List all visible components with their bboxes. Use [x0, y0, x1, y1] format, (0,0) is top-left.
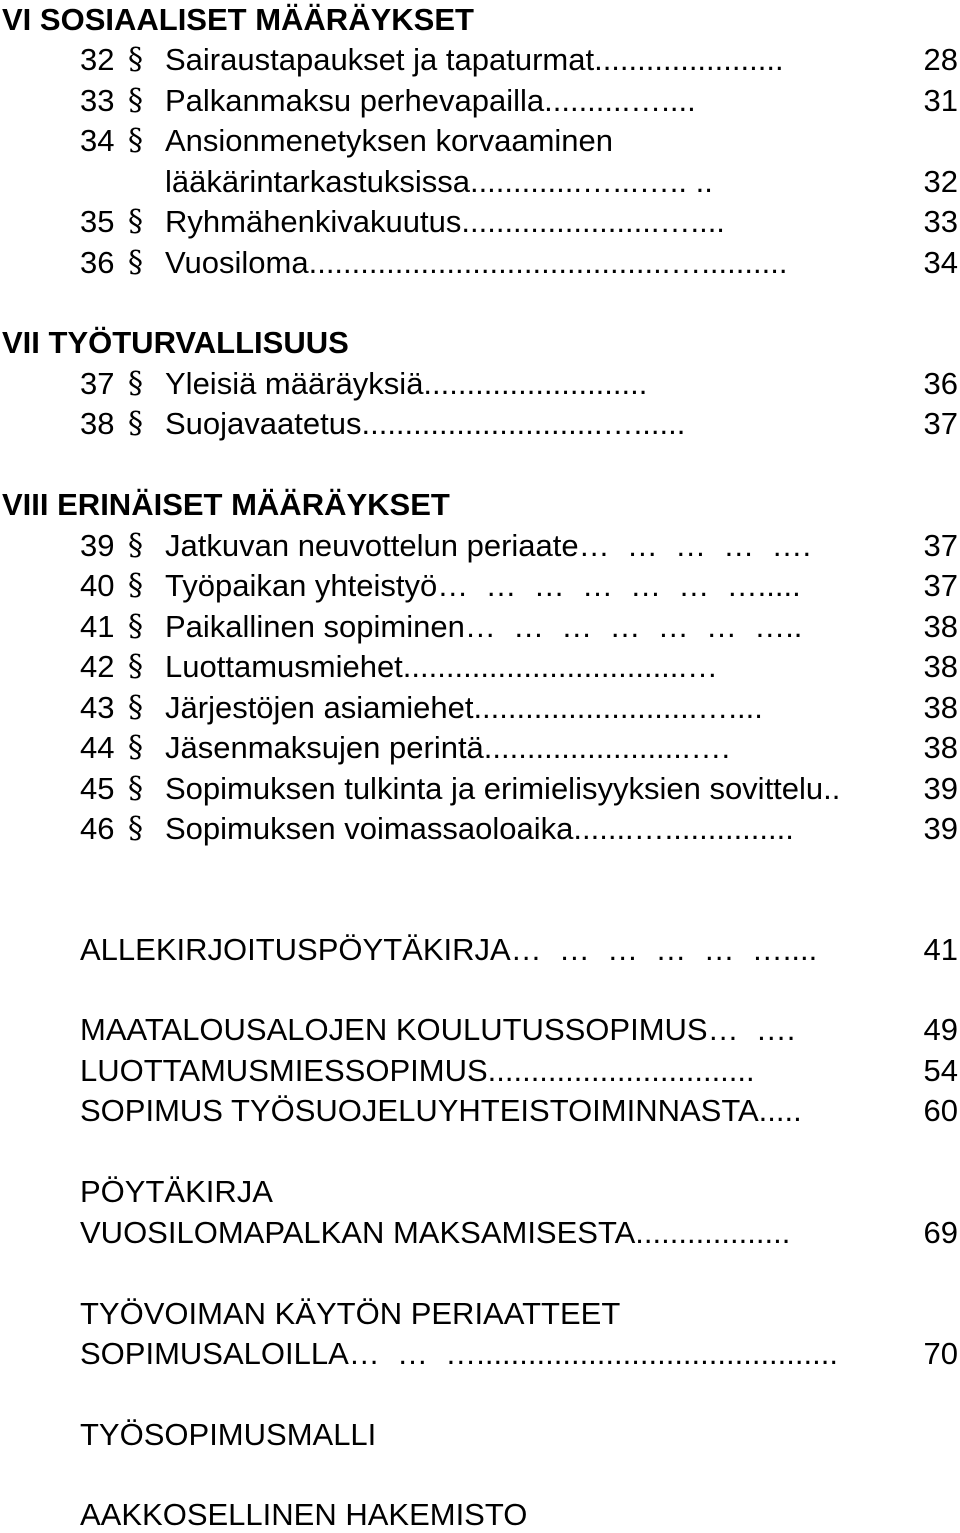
- section-sign-icon: §: [128, 690, 143, 725]
- entry-number: 33: [80, 83, 115, 118]
- entry-title: Palkanmaksu perhevapailla..........…....: [165, 83, 696, 118]
- entry-number: 36: [80, 245, 115, 280]
- appendix-title: MAATALOUSALOJEN KOULUTUSSOPIMUS… ….: [80, 1012, 796, 1047]
- appendix-title: SOPIMUS TYÖSUOJELUYHTEISTOIMINNASTA.....: [80, 1093, 802, 1128]
- section-sign-icon: §: [128, 245, 143, 280]
- entry-page: 38: [923, 609, 958, 644]
- section-sign-icon: §: [128, 649, 143, 684]
- section-sign-icon: §: [128, 123, 143, 158]
- entry-title: Jäsenmaksujen perintä........................….: [165, 730, 731, 765]
- entry-title: Ansionmenetyksen korvaaminen: [165, 123, 614, 158]
- entry-page: 38: [923, 690, 958, 725]
- entry-page: 32: [923, 164, 958, 199]
- section-sign-icon: §: [128, 811, 143, 846]
- entry-title: Ryhmähenkivakuutus.......................…....: [165, 204, 725, 239]
- entry-page: 37: [923, 568, 958, 603]
- entry-title: Paikallinen sopiminen… … … … … … …..: [165, 609, 803, 644]
- entry-number: 43: [80, 690, 115, 725]
- entry-page: 33: [923, 204, 958, 239]
- appendix-page: 60: [923, 1093, 958, 1128]
- appendix-title: PÖYTÄKIRJA: [80, 1174, 273, 1209]
- section-sign-icon: §: [128, 730, 143, 765]
- section-sign-icon: §: [128, 609, 143, 644]
- section-sign-icon: §: [128, 568, 143, 603]
- appendix-title: LUOTTAMUSMIESSOPIMUS...............................: [80, 1053, 755, 1088]
- entry-title: Jatkuvan neuvottelun periaate… … … … ….: [165, 528, 812, 563]
- appendix-title: AAKKOSELLINEN HAKEMISTO: [80, 1497, 528, 1532]
- entry-number: 37: [80, 366, 115, 401]
- entry-title: Luottamusmiehet.................................…: [165, 649, 719, 684]
- chapter-heading: VIII ERINÄISET MÄÄRÄYKSET: [2, 487, 450, 522]
- entry-page: 36: [923, 366, 958, 401]
- section-sign-icon: §: [128, 42, 143, 77]
- section-sign-icon: §: [128, 366, 143, 401]
- entry-number: 42: [80, 649, 115, 684]
- appendix-page: 41: [923, 932, 958, 967]
- appendix-page: 70: [923, 1336, 958, 1371]
- appendix-title: ALLEKIRJOITUSPÖYTÄKIRJA… … … … … …....: [80, 932, 818, 967]
- chapter-heading: VI SOSIAALISET MÄÄRÄYKSET: [2, 2, 474, 37]
- entry-number: 45: [80, 771, 115, 806]
- entry-page: 34: [923, 245, 958, 280]
- appendix-title-continued: SOPIMUSALOILLA… … …..........................................: [80, 1336, 838, 1371]
- entry-number: 46: [80, 811, 115, 846]
- entry-number: 44: [80, 730, 115, 765]
- entry-number: 40: [80, 568, 115, 603]
- entry-title: Työpaikan yhteistyö… … … … … … ….....: [165, 568, 801, 603]
- appendix-page: 49: [923, 1012, 958, 1047]
- section-sign-icon: §: [128, 83, 143, 118]
- entry-page: 37: [923, 528, 958, 563]
- appendix-title-continued: VUOSILOMAPALKAN MAKSAMISESTA..................: [80, 1215, 791, 1250]
- entry-title: Suojavaatetus............................…......: [165, 406, 686, 441]
- entry-number: 35: [80, 204, 115, 239]
- section-sign-icon: §: [128, 528, 143, 563]
- entry-page: 28: [923, 42, 958, 77]
- appendix-title: TYÖSOPIMUSMALLI: [80, 1417, 377, 1452]
- entry-number: 32: [80, 42, 115, 77]
- entry-title: Sopimuksen tulkinta ja erimielisyyksien sovittelu..: [165, 771, 841, 806]
- entry-page: 31: [923, 83, 958, 118]
- entry-number: 38: [80, 406, 115, 441]
- entry-title: Järjestöjen asiamiehet..........................…....: [165, 690, 763, 725]
- entry-title: Vuosiloma..........................................…..........: [165, 245, 788, 280]
- entry-title: Yleisiä määräyksiä..........................: [165, 366, 648, 401]
- entry-number: 34: [80, 123, 115, 158]
- appendix-page: 54: [923, 1053, 958, 1088]
- entry-page: 39: [923, 771, 958, 806]
- section-sign-icon: §: [128, 406, 143, 441]
- entry-page: 39: [923, 811, 958, 846]
- entry-title: Sairaustapaukset ja tapaturmat......................: [165, 42, 784, 77]
- entry-page: 37: [923, 406, 958, 441]
- section-sign-icon: §: [128, 204, 143, 239]
- appendix-page: 69: [923, 1215, 958, 1250]
- entry-title-continued: lääkärintarkastuksissa.............…...….. ..: [165, 164, 713, 199]
- chapter-heading: VII TYÖTURVALLISUUS: [2, 325, 349, 360]
- section-sign-icon: §: [128, 771, 143, 806]
- entry-number: 39: [80, 528, 115, 563]
- appendix-title: TYÖVOIMAN KÄYTÖN PERIAATTEET: [80, 1296, 621, 1331]
- entry-title: Sopimuksen voimassaoloaika.......…...............: [165, 811, 794, 846]
- entry-number: 41: [80, 609, 115, 644]
- entry-page: 38: [923, 649, 958, 684]
- entry-page: 38: [923, 730, 958, 765]
